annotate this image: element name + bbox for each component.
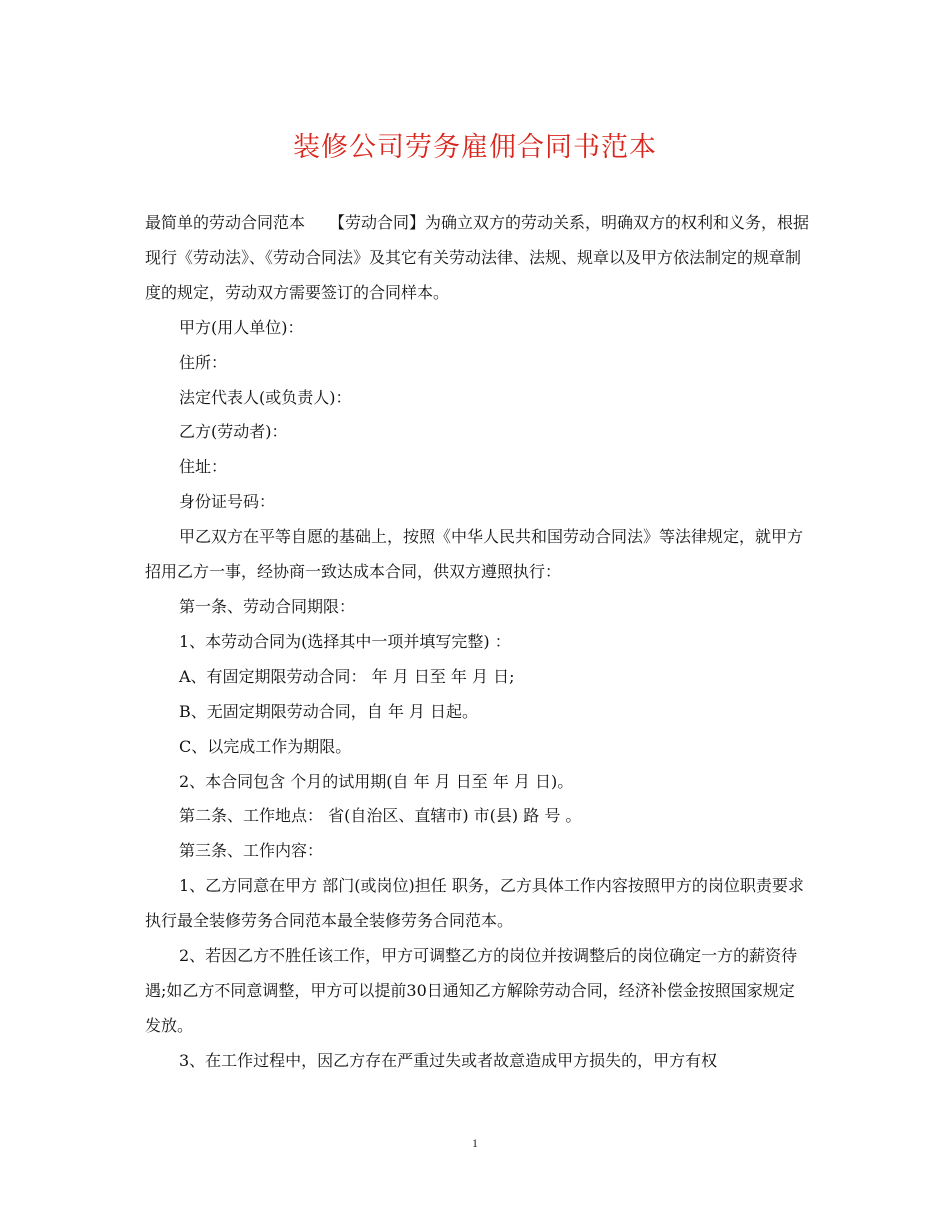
- paragraph-id-number: 身份证号码：: [179, 492, 276, 512]
- document-body: [145, 206, 810, 1079]
- paragraph-intro: 最简单的劳动合同范本 【劳动合同】为确立双方的劳动关系，明确双方的权利和义务，根据现行《劳动法》、《劳动合同法》及其它有关劳动法律、法规、规章以及甲方依法制定的规章制度的规定，劳动双方需要签订的合同样本。: [145, 213, 810, 302]
- paragraph-option-c: C、以完成工作为期限。: [179, 736, 352, 756]
- page-number: 1: [472, 1136, 478, 1150]
- paragraph-agreement-basis: 甲乙双方在平等自愿的基础上，按照《中华人民共和国劳动合同法》等法律规定，就甲方招用乙方一事，经协商一致达成本合同，供双方遵照执行：: [145, 527, 804, 582]
- paragraph-article-2: 第二条、工作地点： 省(自治区、直辖市) 市(县) 路 号 。: [179, 806, 582, 826]
- paragraph-party-a: 甲方(用人单位)：: [179, 317, 304, 337]
- paragraph-party-b: 乙方(劳动者)：: [179, 422, 288, 442]
- paragraph-article-3-item-1: 1、乙方同意在甲方 部门(或岗位)担任 职务，乙方具体工作内容按照甲方的岗位职责要求执行最全装修劳务合同范本最全装修劳务合同范本。: [145, 876, 804, 931]
- paragraph-option-b: B、无固定期限劳动合同，自 年 月 日起。: [179, 701, 479, 721]
- paragraph-option-a: A、有固定期限劳动合同： 年 月 日至 年 月 日;: [179, 666, 515, 686]
- paragraph-article-3-item-3: 3、在工作过程中，因乙方存在严重过失或者故意造成甲方损失的，甲方有权: [179, 1050, 718, 1070]
- paragraph-article-3-item-2: 2、若因乙方不胜任该工作，甲方可调整乙方的岗位并按调整后的岗位确定一方的薪资待遇;如乙方不同意调整，甲方可以提前30日通知乙方解除劳动合同，经济补偿金按照国家规定发放。: [145, 946, 798, 1035]
- paragraph-article-3: 第三条、工作内容：: [179, 841, 324, 861]
- paragraph-party-b-address: 住址：: [179, 457, 228, 477]
- paragraph-article-1: 第一条、劳动合同期限：: [179, 596, 356, 616]
- paragraph-party-a-address: 住所：: [179, 352, 228, 372]
- paragraph-article-1-item-1: 1、本劳动合同为(选择其中一项并填写完整) ：: [179, 631, 511, 651]
- document-title: 装修公司劳务雇佣合同书范本: [293, 132, 657, 163]
- paragraph-probation: 2、本合同包含 个月的试用期(自 年 月 日至 年 月 日)。: [179, 771, 574, 791]
- paragraph-legal-representative: 法定代表人(或负责人)：: [179, 387, 352, 407]
